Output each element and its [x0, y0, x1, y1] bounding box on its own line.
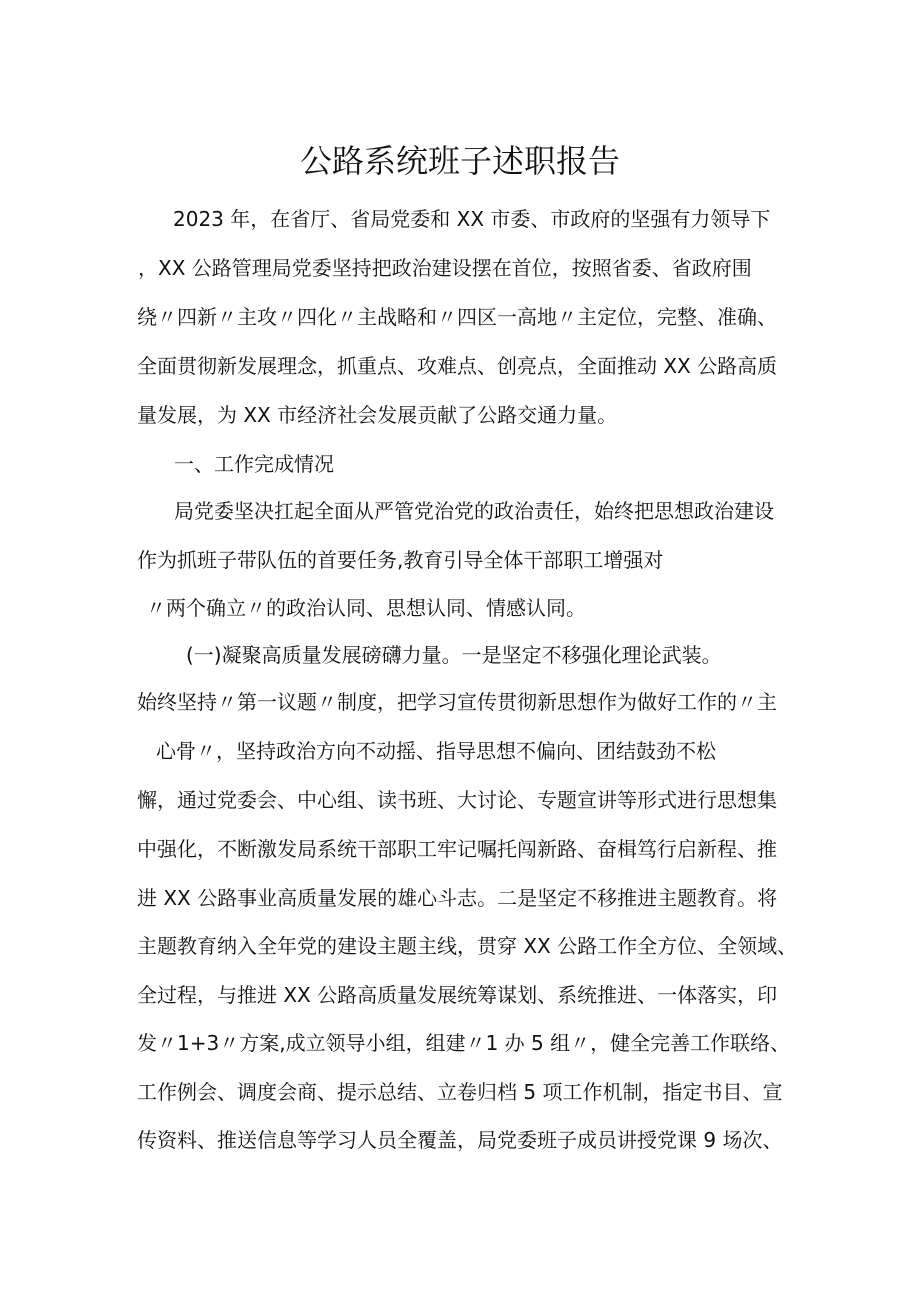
paragraph-line: 作为抓班子带队伍的首要任务,教育引导全体干部职工增强对	[137, 548, 664, 572]
paragraph-line: 工作例会、调度会商、提示总结、立卷归档 5 项工作机制，指定书目、宣	[137, 1080, 783, 1104]
document-title: 公路系统班子述职报告	[299, 142, 620, 180]
paragraph-line: 〃两个确立〃的政治认同、思想认同、情感认同。	[146, 596, 586, 620]
paragraph-line: 中强化，不断激发局系统干部职工牢记嘱托闯新路、奋楫笃行启新程、推	[137, 837, 777, 861]
paragraph-line: ，XX 公路管理局党委坚持把政治建设摆在首位，按照省委、省政府围	[138, 256, 752, 280]
paragraph-line: 量发展，为 XX 市经济社会发展贡献了公路交通力量。	[137, 403, 618, 427]
paragraph-line: 全面贯彻新发展理念，抓重点、攻难点、创亮点，全面推动 XX 公路高质	[137, 354, 778, 378]
paragraph-line: 进 XX 公路事业高质量发展的雄心斗志。二是坚定不移推进主题教育。将	[137, 886, 778, 910]
paragraph-line: 始终坚持〃第一议题〃制度，把学习宣传贯彻新思想作为做好工作的〃主	[137, 690, 777, 714]
paragraph-line: 懈，通过党委会、中心组、读书班、大讨论、专题宣讲等形式进行思想集	[137, 788, 777, 812]
paragraph-line: 绕〃四新〃主攻〃四化〃主战略和〃四区一高地〃主定位，完整、准确、	[137, 305, 777, 329]
paragraph-line: 2023 年，在省厅、省局党委和 XX 市委、市政府的坚强有力领导下	[173, 207, 771, 231]
paragraph-line: 局党委坚决扛起全面从严管党治党的政治责任，始终把思想政治建设	[174, 499, 774, 523]
section-heading: 一、工作完成情况	[174, 452, 334, 476]
subsection-heading: (一)凝聚高质量发展磅礴力量。一是坚定不移强化理论武装。	[186, 643, 722, 667]
paragraph-line: 发〃1+3〃方案,成立领导小组，组建〃1 办 5 组〃，健全完善工作联络、	[137, 1031, 791, 1055]
paragraph-line: 全过程，与推进 XX 公路高质量发展统筹谋划、系统推进、一体落实，印	[137, 983, 778, 1007]
paragraph-line: 主题教育纳入全年党的建设主题主线，贯穿 XX 公路工作全方位、全领域、	[137, 934, 798, 958]
paragraph-line: 传资料、推送信息等学习人员全覆盖，局党委班子成员讲授党课 9 场次、	[137, 1128, 783, 1152]
paragraph-line: 心骨〃，坚持政治方向不动摇、指导思想不偏向、团结鼓劲不松	[156, 739, 716, 763]
